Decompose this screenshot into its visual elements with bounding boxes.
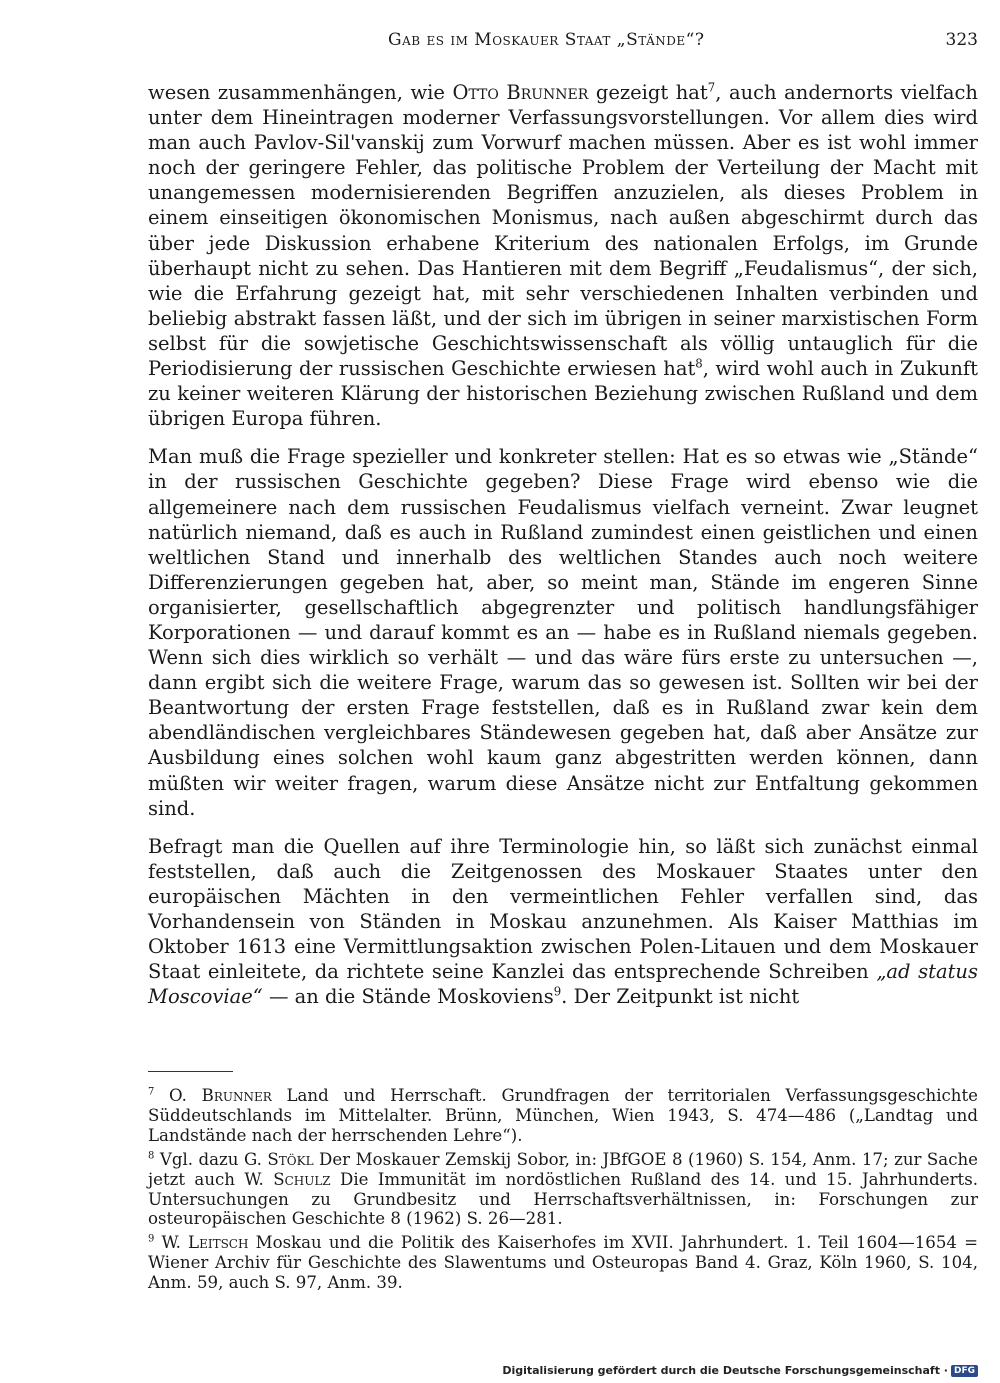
- main-text: [148, 80, 978, 1022]
- footnote-ref-9: 9: [553, 984, 562, 999]
- digitization-footer: [502, 1364, 978, 1377]
- paragraph-1: wesen zusammenhängen, wie Otto Brunner gezeigt hat$^7$, auch andernorts vielfach unter dem Hineintragen moderner Verfassungsvorstellungen. Vor allem dies wird man auch Pavlov-Sil'vanskij zum Vorwurf machen müssen. Aber es ist wohl immer noch der geringere Fehler, das politische Problem der Verteilung der Macht mit unangemessen modernisierenden Begriffen anzuzielen, als dieses Problem in einem einseitigen ökonomischen Monismus, nach außen abgeschirmt durch das über jede Diskussion erhabene Kriterium des nationalen Erfolgs, im Grunde überhaupt nicht zu sehen. Das Hantieren mit dem Begriff „Feudalismus“, der sich, wie die Erfahrung gezeigt hat, mit sehr verschiedenen Inhalten verbinden und beliebig abstrakt fassen läßt, und der sich im übrigen in seiner marxistischen Form selbst für die sowjetische Geschichtswissenschaft als völlig untauglich für die Periodisierung der russischen Geschichte erwiesen hat$^8$, wird wohl auch in Zukunft zu keiner weiteren Klärung der historischen Beziehung zwischen Rußland und dem übrigen Europa führen.: [148, 80, 978, 431]
- footnote-7: $^7$ O. Brunner Land und Herrschaft. Grundfragen der territorialen Verfassungsgeschichte Süddeutschlands im Mittelalter. Brünn, München, Wien 1943, S. 474—486 („Landtag und Landstände nach der herrschenden Lehre“).: [148, 1086, 978, 1145]
- latin-quote: „ad status Moscoviae“: [148, 960, 978, 1009]
- paragraph-3: Befragt man die Quellen auf ihre Terminologie hin, so läßt sich zunächst einmal feststellen, daß auch die Zeitgenossen des Moskauer Staates unter den europäischen Mächten in den vermeintlichen Fehler verfallen sind, das Vorhandensein von Ständen in Moskau anzunehmen. Als Kaiser Matthias im Oktober 1613 eine Vermittlungsaktion zwischen Polen-Litauen und dem Moskauer Staat einleitete, da richtete seine Kanzlei das entsprechende Schreiben „ad status Moscoviae“ — an die Stände Moskoviens$^9$. Der Zeitpunkt ist nicht: [148, 834, 978, 1009]
- footnote-9: $^9$ W. Leitsch Moskau und die Politik des Kaiserhofes im XVII. Jahrhundert. 1. Teil 1604—1654 = Wiener Archiv für Geschichte des Slawentums und Osteuropas Band 4. Graz, Köln 1960, S. 104, Anm. 59, auch S. 97, Anm. 39.: [148, 1233, 979, 1293]
- footnote-rule: [148, 1071, 233, 1072]
- footnote-ref-7: 7: [707, 80, 716, 95]
- footer-text: Digitalisierung gefördert durch die Deutsche Forschungsgemeinschaft ·: [502, 1364, 948, 1377]
- page-number: 323: [945, 30, 978, 50]
- footnote-ref-8: 8: [695, 356, 703, 371]
- footnotes: [148, 1086, 978, 1297]
- author-name: Otto Brunner: [452, 81, 589, 104]
- paragraph-2: Man muß die Frage spezieller und konkreter stellen: Hat es so etwas wie „Stände“ in der russischen Geschichte gegeben? Diese Frage wird ebenso wie die allgemeinere nach dem russischen Feudalismus vielfach verneint. Zwar leugnet natürlich niemand, daß es auch in Rußland zumindest einen geistlichen und einen weltlichen Stand und innerhalb des weltlichen Standes auch noch weitere Differenzierungen gegeben hat, aber, so meint man, Stände im engeren Sinne organisierter, gesellschaftlich abgegrenzter und politisch handlungsfähiger Korporationen — und darauf kommt es an — habe es in Rußland niemals gegeben. Wenn sich dies wirklich so verhält — und das wäre fürs erste zu untersuchen —, dann ergibt sich die weitere Frage, warum das so gewesen ist. Sollten wir bei der Beantwortung der ersten Frage feststellen, daß es in Rußland zwar kein dem abendländischen vergleichbares Ständewesen gegeben hat, daß aber Ansätze zur Ausbildung eines solchen wohl kaum ganz abgestritten werden können, dann müßten wir weiter fragen, warum diese Ansätze nicht zur Entfaltung gekommen sind.: [148, 445, 978, 820]
- dfg-logo: DFG: [951, 1365, 978, 1377]
- footnote-8: $^8$ Vgl. dazu G. Stökl Der Moskauer Zemskij Sobor, in: JBfGOE 8 (1960) S. 154, Anm. 17; zur Sache jetzt auch W. Schulz Die Immunität im nordöstlichen Rußland des 14. und 15. Jahrhunderts. Untersuchungen zu Grundbesitz und Herrschaftsverhältnissen, in: Forschungen zur osteuropäischen Geschichte 8 (1962) S. 26—281.: [148, 1149, 979, 1229]
- running-head-title: Gab es im Moskauer Staat „Stände“?: [388, 30, 705, 50]
- running-head: [148, 30, 978, 54]
